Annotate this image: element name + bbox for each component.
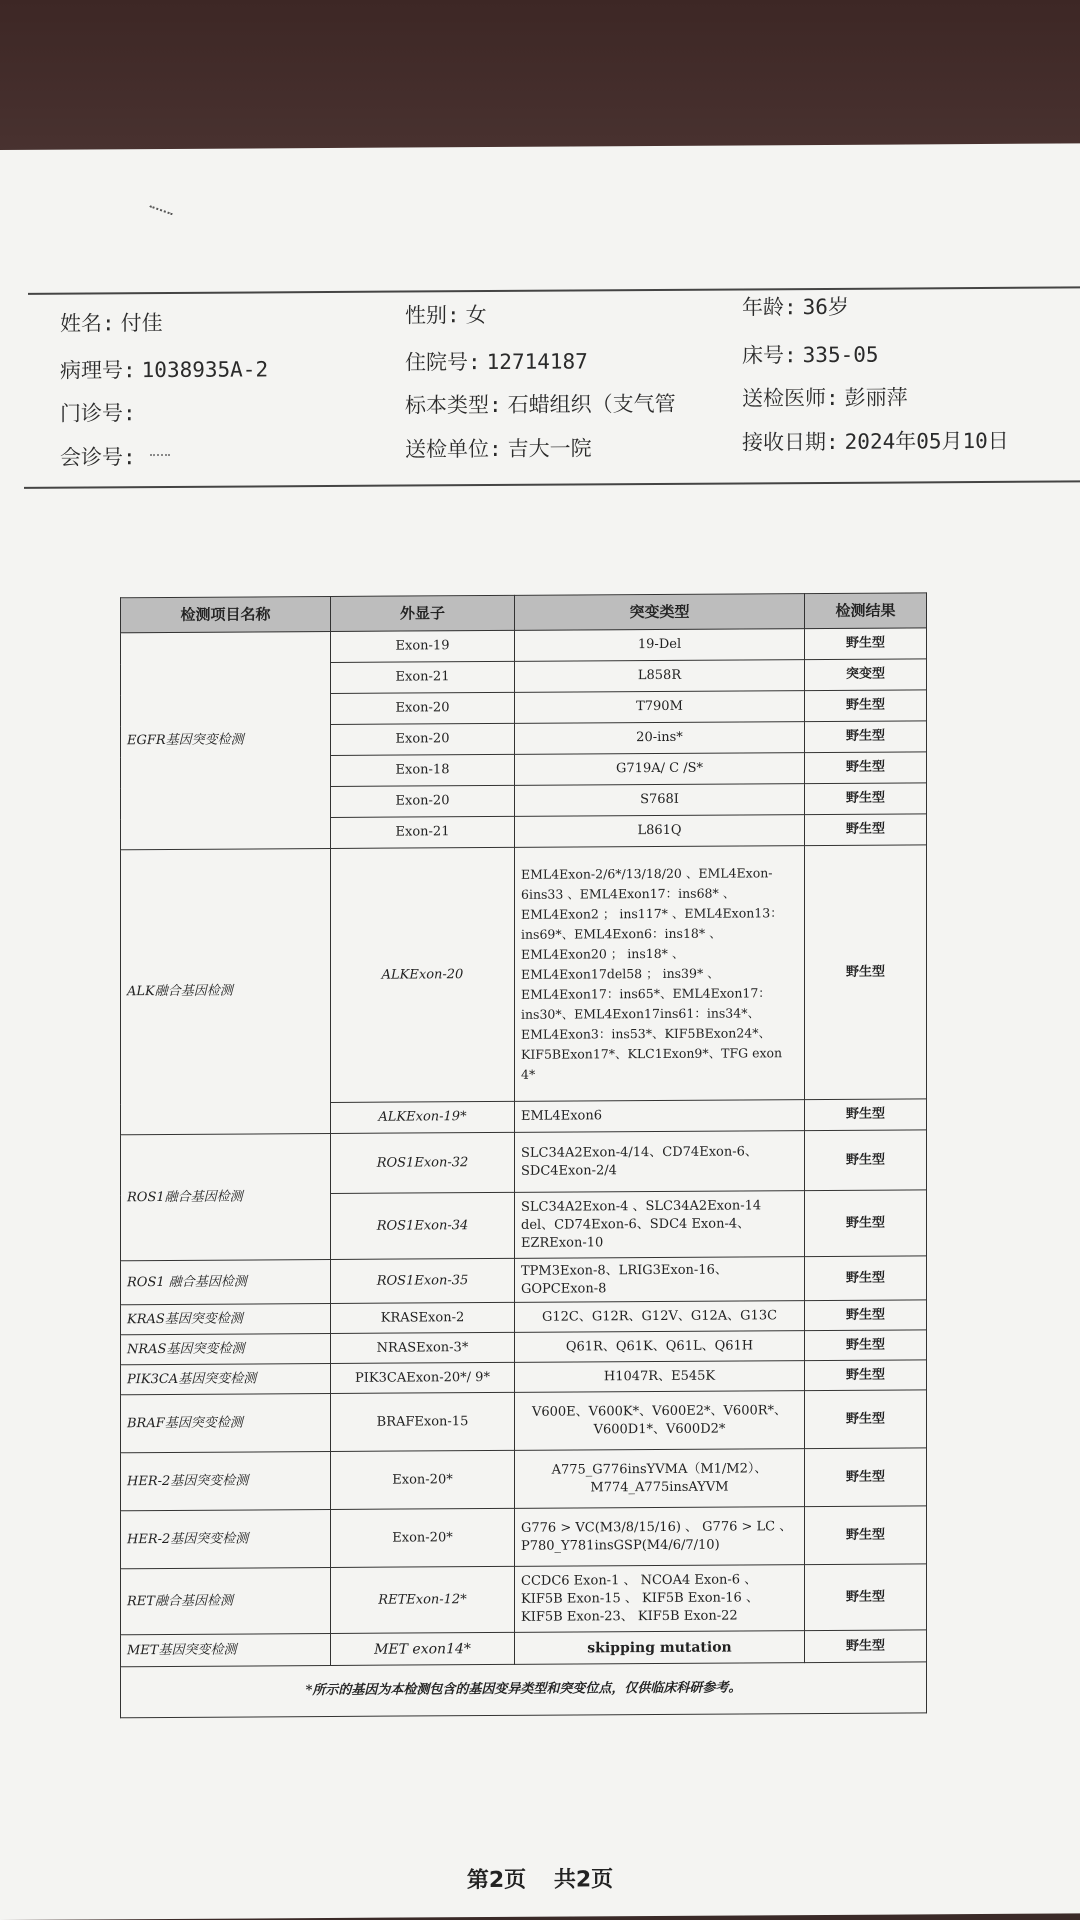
cell-mutation: Q61R、Q61K、Q61L、Q61H <box>515 1331 805 1363</box>
submitting-doctor: 送检医师: 彭丽萍 <box>742 385 908 411</box>
cell-result: 野生型 <box>805 1630 927 1663</box>
cell-result: 野生型 <box>805 1300 927 1331</box>
cell-result: 野生型 <box>805 1564 927 1631</box>
cell-mutation: G12C、G12R、G12V、G12A、G13C <box>515 1301 805 1333</box>
cell-mutation: 20-ins* <box>515 722 805 755</box>
item-ret: RET融合基因检测 <box>121 1567 331 1634</box>
cell-result: 野生型 <box>805 783 927 815</box>
table-footnote: *所示的基因为本检测包含的基因变异类型和突变位点，仅供临床科研参考。 <box>121 1662 927 1718</box>
table-header-row <box>121 593 927 633</box>
submitting-unit: 送检单位: 吉大一院 <box>405 436 592 462</box>
cell-mutation: skipping mutation <box>515 1631 805 1665</box>
cell-exon: NRASExon-3* <box>331 1332 515 1363</box>
cell-mutation: EML4Exon-2/6*/13/18/20 、EML4Exon-6ins33 、EML4Exon17：ins68* 、EML4Exon2 ； ins117* 、EML4Exon13：ins69*、EML4Exon6：ins18* 、EML4Exon20 ； ins18* 、EML4Exon17del58 ； ins39* 、EML4Exon17：ins65*、EML4Exon17：ins30*、EML4Exon17ins61：ins34*、EML4Exon3：ins53*、KIF5BExon24*、KIF5BExon17*、KLC1Exon9*、TFG exon 4* <box>515 846 805 1102</box>
cell-mutation: G719A/ C /S* <box>515 753 805 786</box>
table-row <box>121 1360 927 1395</box>
header-mutation: 突变类型 <box>515 594 805 631</box>
table-row <box>121 845 927 1104</box>
page-footer <box>0 1859 1080 1897</box>
table-note-row <box>121 1662 927 1718</box>
table-row <box>121 1506 927 1569</box>
patient-name: 姓名: 付佳 <box>60 311 163 336</box>
item-met: MET基因突变检测 <box>121 1633 331 1666</box>
cell-exon: RETExon-12* <box>331 1566 515 1633</box>
item-her2-a: HER-2基因突变检测 <box>121 1451 331 1510</box>
table-row <box>121 1130 927 1195</box>
table-row <box>121 1256 927 1305</box>
cell-mutation: L858R <box>515 660 805 693</box>
cell-result: 野生型 <box>805 1448 927 1507</box>
consultation-number: 会诊号: <box>60 445 136 470</box>
cell-exon: PIK3CAExon-20*/ 9* <box>331 1362 515 1393</box>
receipt-date: 接收日期: 2024年05月10日 <box>742 428 1009 455</box>
cell-result: 野生型 <box>805 628 927 660</box>
cell-exon: Exon-20 <box>331 692 515 724</box>
cell-exon: BRAFExon-15 <box>331 1392 515 1451</box>
cell-exon: MET exon14* <box>331 1632 515 1665</box>
cell-exon: KRASExon-2 <box>331 1302 515 1333</box>
outpatient-number: 门诊号: <box>60 401 136 426</box>
header-exon: 外显子 <box>331 595 515 631</box>
cell-exon: ALKExon-19* <box>331 1101 515 1133</box>
cell-exon: Exon-20* <box>331 1450 515 1509</box>
cell-result: 野生型 <box>805 1330 927 1361</box>
cell-result: 野生型 <box>805 1256 927 1301</box>
cell-mutation: L861Q <box>515 815 805 848</box>
pathology-number: 病理号: 1038935A-2 <box>60 357 269 383</box>
table-row <box>121 1630 927 1667</box>
item-ros1: ROS1融合基因检测 <box>121 1133 331 1260</box>
cell-exon: Exon-18 <box>331 754 515 786</box>
cell-result: 野生型 <box>805 1099 927 1131</box>
cell-result: 野生型 <box>805 1360 927 1391</box>
item-nras: NRAS基因突变检测 <box>121 1333 331 1364</box>
cell-mutation: SLC34A2Exon-4 、SLC34A2Exon-14 del、CD74Exon-6、SDC4 Exon-4、EZRExon-10 <box>515 1191 805 1259</box>
cell-result: 野生型 <box>805 1506 927 1565</box>
cell-mutation: CCDC6 Exon-1 、 NCOA4 Exon-6 、KIF5B Exon-15 、 KIF5B Exon-16 、KIF5B Exon-23、 KIF5B Exon-22 <box>515 1565 805 1633</box>
cell-result: 野生型 <box>805 690 927 722</box>
cell-mutation: 19-Del <box>515 629 805 662</box>
cell-exon: ALKExon-20 <box>331 847 515 1102</box>
gene-test-table <box>120 592 927 1718</box>
item-her2-b: HER-2基因突变检测 <box>121 1509 331 1568</box>
cell-exon: Exon-19 <box>331 630 515 662</box>
item-alk: ALK融合基因检测 <box>121 848 331 1134</box>
item-pik3ca: PIK3CA基因突变检测 <box>121 1363 331 1394</box>
cell-result: 野生型 <box>805 752 927 784</box>
cell-result: 突变型 <box>805 659 927 691</box>
item-egfr: EGFR基因突变检测 <box>121 631 331 849</box>
page-number: 第2页 <box>466 1867 527 1894</box>
ink-mark <box>147 205 172 221</box>
cell-exon: Exon-20 <box>331 723 515 755</box>
cell-exon: ROS1Exon-35 <box>331 1258 515 1303</box>
patient-gender: 性别: 女 <box>405 303 487 328</box>
cell-result: 野生型 <box>805 814 927 846</box>
cell-result: 野生型 <box>805 845 927 1100</box>
cell-result: 野生型 <box>805 1130 927 1191</box>
table-row <box>121 1300 927 1335</box>
patient-age: 年龄: 36岁 <box>742 294 849 320</box>
table-row <box>121 1448 927 1511</box>
cell-mutation: T790M <box>515 691 805 724</box>
specimen-type: 标本类型: 石蜡组织（支气管 <box>405 391 676 418</box>
cell-exon: ROS1Exon-32 <box>331 1132 515 1193</box>
cell-exon: Exon-20 <box>331 785 515 817</box>
header-top-rule <box>28 286 1080 294</box>
cell-result: 野生型 <box>805 1390 927 1449</box>
table-row <box>121 1330 927 1365</box>
table-row <box>121 1390 927 1453</box>
cell-result: 野生型 <box>805 1190 927 1257</box>
header-result: 检测结果 <box>805 593 927 629</box>
header-item: 检测项目名称 <box>121 596 331 632</box>
cell-exon: ROS1Exon-34 <box>331 1192 515 1259</box>
cell-mutation: SLC34A2Exon-4/14、CD74Exon-6、SDC4Exon-2/4 <box>515 1131 805 1193</box>
cell-mutation: TPM3Exon-8、LRIG3Exon-16、GOPCExon-8 <box>515 1257 805 1303</box>
item-ros1-35: ROS1 融合基因检测 <box>121 1259 331 1304</box>
bed-number: 床号: 335-05 <box>742 342 879 368</box>
cell-mutation: EML4Exon6 <box>515 1100 805 1133</box>
table-row <box>121 628 927 664</box>
cell-mutation: S768I <box>515 784 805 817</box>
cell-exon: Exon-20* <box>331 1508 515 1567</box>
cell-result: 野生型 <box>805 721 927 753</box>
item-braf: BRAF基因突变检测 <box>121 1393 331 1452</box>
page-total: 共2页 <box>553 1867 614 1893</box>
cell-exon: Exon-21 <box>331 661 515 693</box>
cell-mutation: A775_G776insYVMA（M1/M2）、M774_A775insAYVM <box>515 1449 805 1509</box>
item-kras: KRAS基因突变检测 <box>121 1303 331 1334</box>
inpatient-number: 住院号: 12714187 <box>405 349 588 375</box>
header-bottom-rule <box>24 480 1080 488</box>
cell-mutation: G776 > VC(M3/8/15/16) 、 G776 > LC 、 P780_Y781insGSP(M4/6/7/10) <box>515 1507 805 1567</box>
cell-mutation: H1047R、E545K <box>515 1361 805 1393</box>
report-page <box>0 143 1080 1920</box>
ink-mark <box>150 454 170 460</box>
cell-exon: Exon-21 <box>331 816 515 848</box>
cell-mutation: V600E、V600K*、V600E2*、V600R*、V600D1*、V600D2* <box>515 1391 805 1451</box>
table-row <box>121 1564 927 1635</box>
